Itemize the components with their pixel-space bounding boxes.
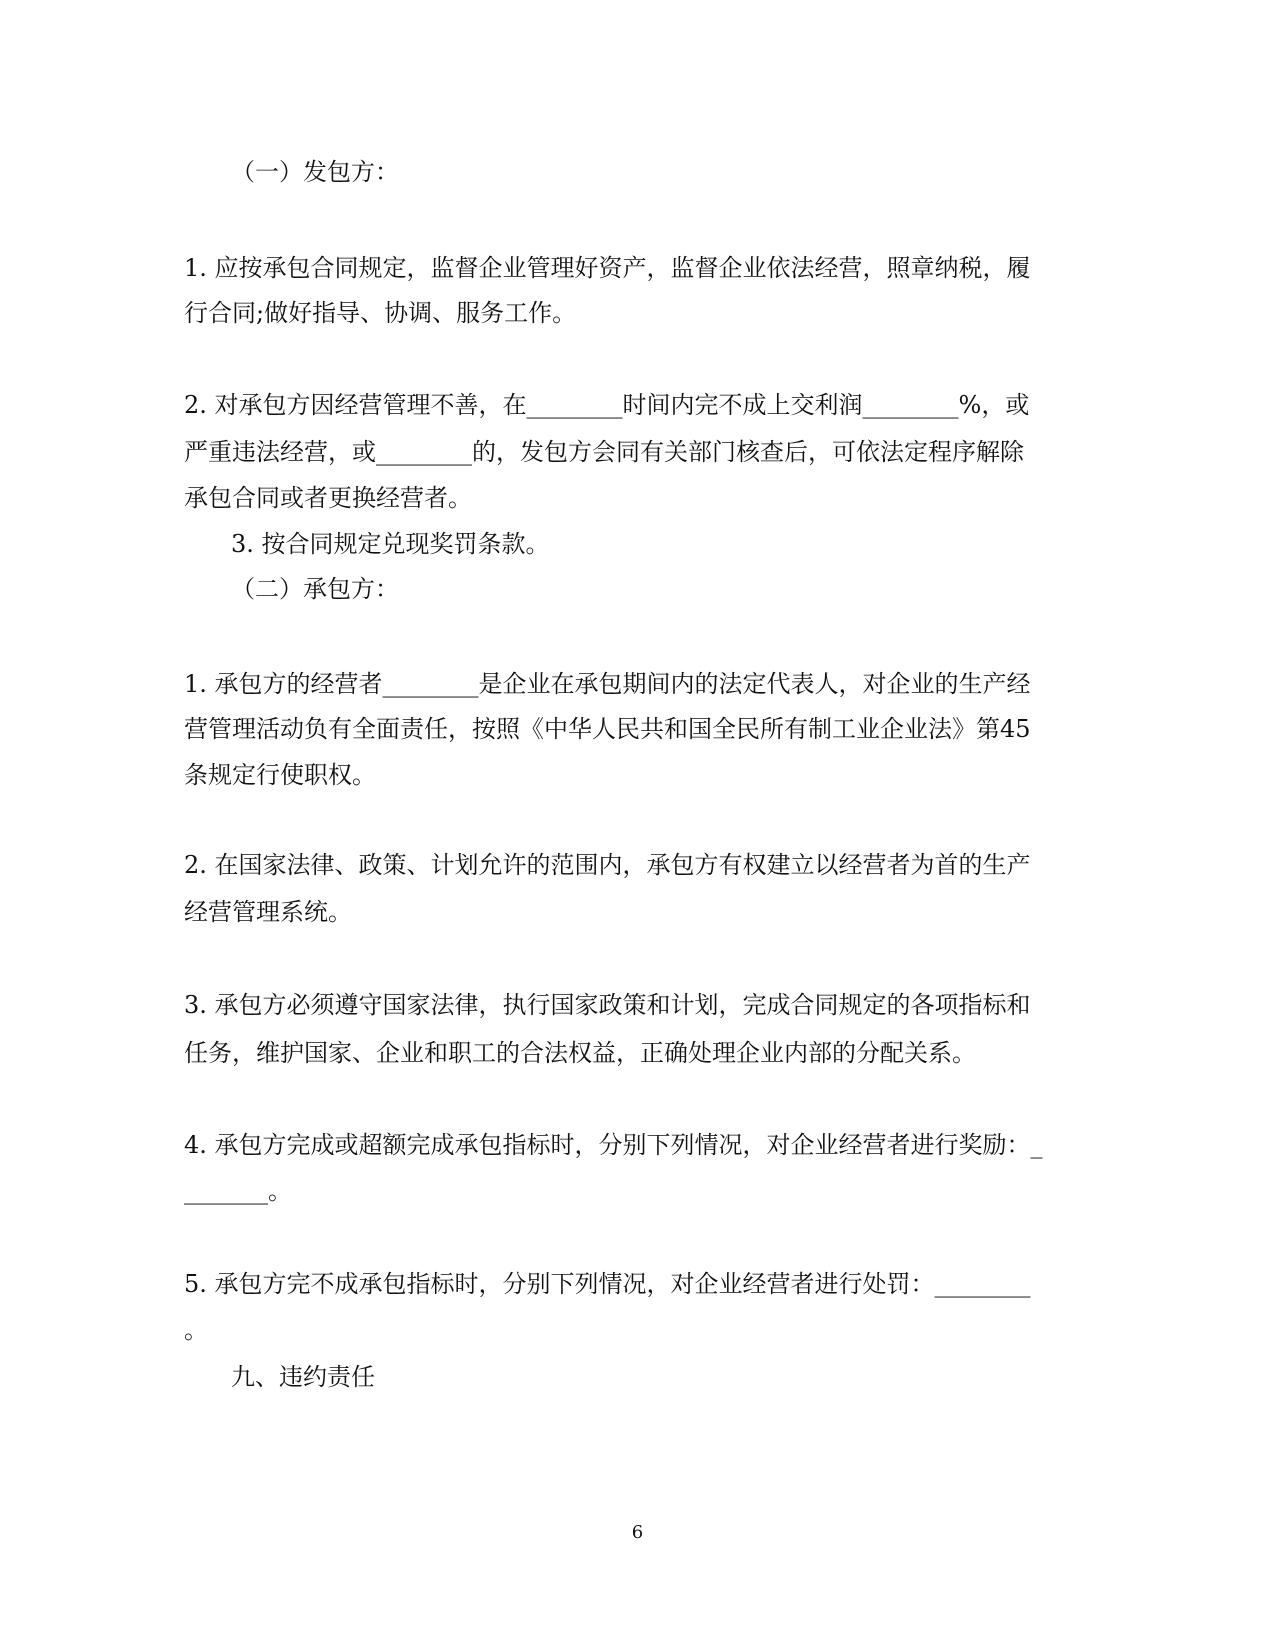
text-line: 条规定行使职权。 — [184, 761, 376, 789]
text-line: 3. 按合同规定兑现奖罚条款。 — [231, 530, 550, 558]
text-line: 1. 承包方的经营者________是企业在承包期间内的法定代表人，对企业的生产经 — [184, 670, 1031, 698]
text-line: 。 — [184, 1316, 208, 1344]
text-line: 5. 承包方完不成承包指标时，分别下列情况，对企业经营者进行处罚：________ — [184, 1270, 1031, 1298]
heading-party-b: （二）承包方： — [231, 575, 399, 603]
text-line: 营管理活动负有全面责任，按照《中华人民共和国全民所有制工业企业法》第45 — [184, 715, 1031, 743]
text-line: 1. 应按承包合同规定，监督企业管理好资产，监督企业依法经营，照章纳税，履 — [184, 254, 1031, 282]
page-number: 6 — [631, 1522, 644, 1543]
heading-breach-liability: 九、违约责任 — [231, 1363, 375, 1391]
heading-party-a: （一）发包方： — [231, 158, 399, 186]
text-line: 行合同;做好指导、协调、服务工作。 — [184, 299, 577, 327]
text-line: 严重违法经营，或________的，发包方会同有关部门核查后，可依法定程序解除 — [184, 438, 1024, 466]
text-line: _______。 — [184, 1177, 292, 1205]
text-line: 2. 对承包方因经营管理不善，在________时间内完不成上交利润________%，或 — [184, 391, 1030, 419]
text-line: 承包合同或者更换经营者。 — [184, 484, 472, 512]
text-line: 3. 承包方必须遵守国家法律，执行国家政策和计划，完成合同规定的各项指标和 — [184, 991, 1031, 1019]
text-line: 经营管理系统。 — [184, 898, 352, 926]
text-line: 任务，维护国家、企业和职工的合法权益，正确处理企业内部的分配关系。 — [184, 1039, 976, 1067]
text-line: 2. 在国家法律、政策、计划允许的范围内，承包方有权建立以经营者为首的生产 — [184, 851, 1031, 879]
text-line: 4. 承包方完成或超额完成承包指标时，分别下列情况，对企业经营者进行奖励：_ — [184, 1131, 1043, 1159]
